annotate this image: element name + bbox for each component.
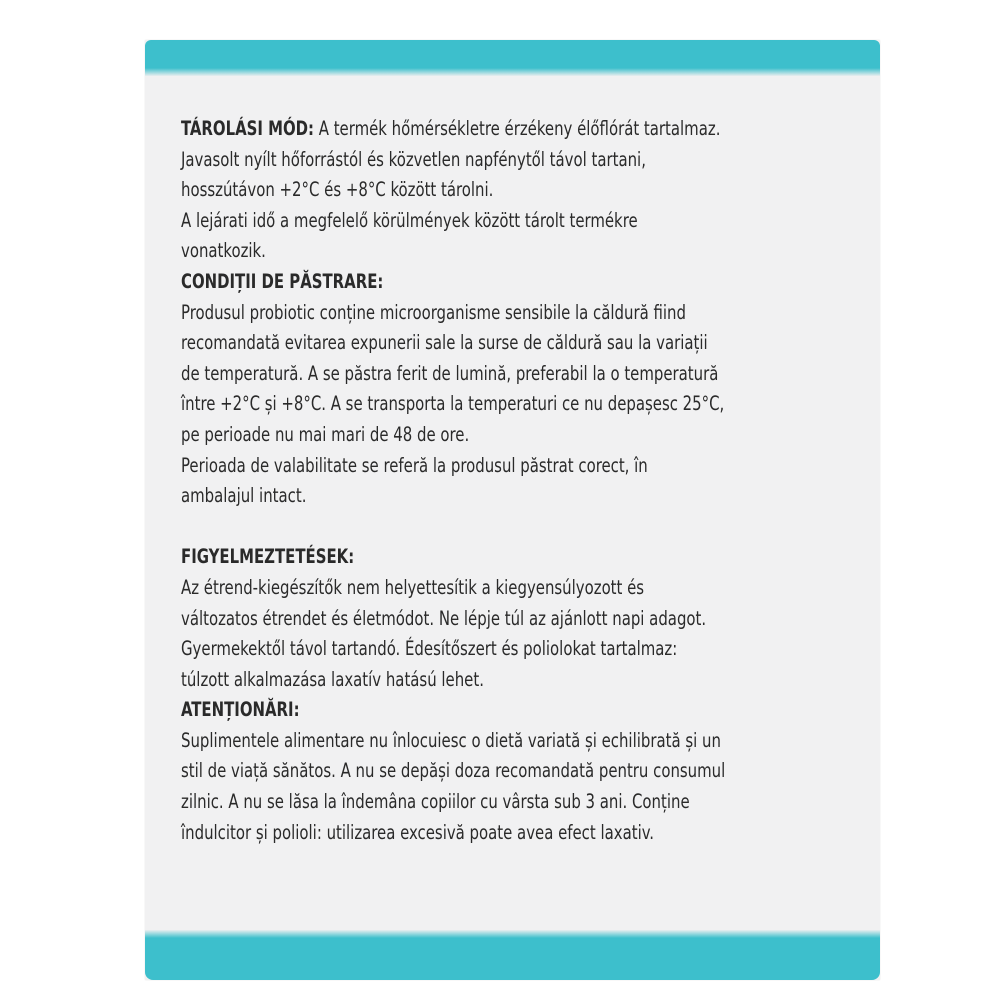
storage-ro-line: Produsul probiotic conține microorganisme sensibile la căldură fiind: [181, 300, 686, 324]
bottom-band-shade: [145, 930, 880, 938]
storage-hu-first-line: [181, 114, 766, 145]
storage-hu-heading: TÁROLÁSI MÓD:: [181, 117, 315, 140]
storage-ro-line: între +2°C și +8°C. A se transporta la temperaturi ce nu depașesc 25°C,: [181, 392, 725, 416]
storage-hu-line: A lejárati idő a megfelelő körülmények között tárolt termékre: [181, 208, 638, 232]
top-band-shade: [145, 68, 880, 76]
storage-ro-line: Perioada de valabilitate se referă la produsul păstrat corect, în: [181, 453, 648, 477]
label-text-block: [181, 114, 766, 848]
warnings-hu-line: Az étrend-kiegészítők nem helyettesítik a kiegyensúlyozott és: [181, 575, 645, 599]
warnings-hu-line: változatos étrendet és életmódot. Ne lépje túl az ajánlott napi adagot.: [181, 606, 707, 630]
warnings-ro-line: stil de viață sănătos. A nu se depăși doza recomandată pentru consumul: [181, 759, 726, 783]
storage-hu-line: vonatkozik.: [181, 239, 266, 263]
warnings-ro-line: îndulcitor și polioli: utilizarea excesivă poate avea efect laxativ.: [181, 820, 654, 844]
warnings-ro-heading: ATENȚIONĂRI:: [181, 698, 300, 722]
storage-ro-line: ambalajul intact.: [181, 484, 307, 508]
storage-hu-line: hosszútávon +2°C és +8°C között tárolni.: [181, 178, 494, 202]
bottom-color-band: [145, 938, 880, 980]
storage-ro-line: de temperatură. A se păstra ferit de lumină, preferabil la o temperatură: [181, 361, 719, 385]
warnings-ro-line: Suplimentele alimentare nu înlocuiesc o dietă variată și echilibrată și un: [181, 728, 721, 752]
storage-ro-line: recomandată evitarea expunerii sale la surse de căldură sau la variații: [181, 331, 708, 355]
storage-ro-line: pe perioade nu mai mari de 48 de ore.: [181, 422, 470, 446]
storage-hu-line: A termék hőmérsékletre érzékeny élőflórát tartalmaz.: [314, 117, 721, 140]
warnings-ro-line: zilnic. A nu se lăsa la îndemâna copiilor cu vârsta sub 3 ani. Conține: [181, 790, 690, 814]
storage-ro-heading: CONDIȚII DE PĂSTRARE:: [181, 269, 384, 293]
storage-hu-line: Javasolt nyílt hőforrástól és közvetlen napfénytől távol tartani,: [181, 147, 646, 171]
warnings-hu-line: túlzott alkalmazása laxatív hatású lehet.: [181, 667, 484, 691]
warnings-hu-heading: FIGYELMEZTETÉSEK:: [181, 545, 355, 569]
section-spacer: [181, 512, 766, 543]
warnings-hu-line: Gyermekektől távol tartandó. Édesítőszert és poliolokat tartalmaz:: [181, 637, 678, 661]
